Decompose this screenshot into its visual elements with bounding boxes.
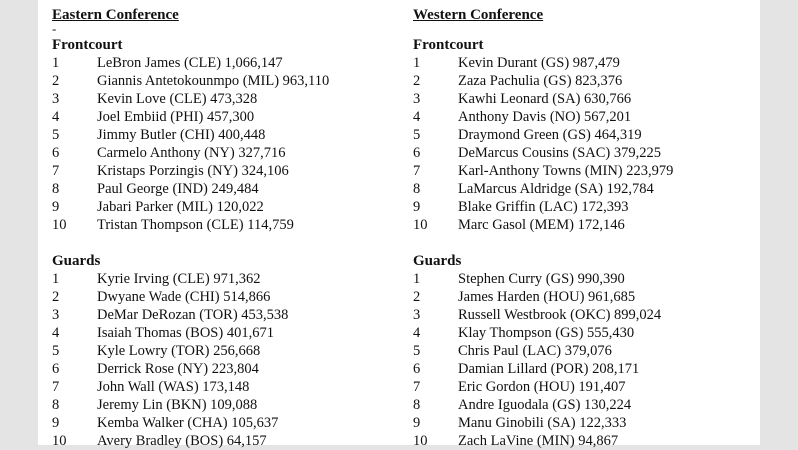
rank: 10: [52, 433, 67, 449]
rank: 5: [413, 127, 421, 143]
section-gap: [413, 234, 753, 250]
list-item: [413, 396, 753, 414]
rank: 1: [52, 55, 60, 71]
list-item: [413, 162, 753, 180]
document-page: [38, 0, 760, 449]
player-entry: Eric Gordon (HOU) 191,407: [458, 379, 626, 395]
rank: 5: [413, 343, 421, 359]
rank: 8: [52, 181, 60, 197]
rank: 5: [52, 343, 60, 359]
list-item: [413, 108, 753, 126]
list-item: [413, 54, 753, 72]
east-frontcourt-list: [52, 54, 392, 234]
eastern-conference-column: [52, 6, 392, 450]
player-entry: Giannis Antetokounmpo (MIL) 963,110: [97, 73, 330, 89]
player-entry: Kevin Love (CLE) 473,328: [97, 91, 258, 107]
east-guards-list: [52, 270, 392, 450]
list-item: [52, 342, 392, 360]
player-entry: Zach LaVine (MIN) 94,867: [458, 433, 619, 449]
player-entry: Klay Thompson (GS) 555,430: [458, 325, 635, 341]
east-frontcourt-heading: Frontcourt: [52, 37, 123, 53]
rank: 5: [52, 127, 60, 143]
rank: 8: [413, 397, 421, 413]
rank: 7: [413, 163, 421, 179]
player-entry: Jeremy Lin (BKN) 109,088: [97, 397, 258, 413]
list-item: [52, 180, 392, 198]
eastern-conference-title: Eastern Conference: [52, 7, 179, 23]
list-item: [52, 414, 392, 432]
rank: 7: [52, 379, 60, 395]
list-item: [413, 324, 753, 342]
rank: 2: [413, 289, 421, 305]
list-item: [413, 270, 753, 288]
rank: 10: [52, 217, 67, 233]
player-entry: Marc Gasol (MEM) 172,146: [458, 217, 625, 233]
player-entry: Kyle Lowry (TOR) 256,668: [97, 343, 261, 359]
player-entry: Dwyane Wade (CHI) 514,866: [97, 289, 271, 305]
player-entry: DeMarcus Cousins (SAC) 379,225: [458, 145, 661, 161]
rank: 4: [413, 325, 421, 341]
rank: 8: [413, 181, 421, 197]
player-entry: LaMarcus Aldridge (SA) 192,784: [458, 181, 654, 197]
list-item: [413, 288, 753, 306]
list-item: [52, 378, 392, 396]
rank: 3: [52, 307, 60, 323]
player-entry: Chris Paul (LAC) 379,076: [458, 343, 612, 359]
list-item: [52, 108, 392, 126]
player-entry: Kawhi Leonard (SA) 630,766: [458, 91, 632, 107]
player-entry: Jabari Parker (MIL) 120,022: [97, 199, 264, 215]
list-item: [52, 432, 392, 450]
list-item: [413, 90, 753, 108]
western-conference-title: Western Conference: [413, 7, 544, 23]
list-item: [52, 288, 392, 306]
list-item: [52, 162, 392, 180]
rank: 7: [413, 379, 421, 395]
list-item: [413, 180, 753, 198]
player-entry: Russell Westbrook (OKC) 899,024: [458, 307, 662, 323]
player-entry: Avery Bradley (BOS) 64,157: [97, 433, 267, 449]
list-item: [52, 324, 392, 342]
list-item: [413, 306, 753, 324]
player-entry: Kristaps Porzingis (NY) 324,106: [97, 163, 289, 179]
list-item: [52, 90, 392, 108]
list-item: [413, 414, 753, 432]
player-entry: Blake Griffin (LAC) 172,393: [458, 199, 629, 215]
rank: 9: [52, 415, 60, 431]
rank: 9: [52, 199, 60, 215]
player-entry: Kyrie Irving (CLE) 971,362: [97, 271, 261, 287]
west-frontcourt-list: [413, 54, 753, 234]
player-entry: LeBron James (CLE) 1,066,147: [97, 55, 283, 71]
player-entry: Manu Ginobili (SA) 122,333: [458, 415, 627, 431]
player-entry: Draymond Green (GS) 464,319: [458, 127, 642, 143]
rank: 2: [52, 289, 60, 305]
rank: 7: [52, 163, 60, 179]
list-item: [52, 396, 392, 414]
rank: 10: [413, 217, 428, 233]
rank: 3: [413, 91, 421, 107]
list-item: [413, 378, 753, 396]
list-item: [413, 432, 753, 450]
player-entry: Derrick Rose (NY) 223,804: [97, 361, 259, 377]
list-item: [413, 198, 753, 216]
title-marker: -: [52, 21, 57, 36]
player-entry: Zaza Pachulia (GS) 823,376: [458, 73, 623, 89]
rank: 4: [413, 109, 421, 125]
rank: 9: [413, 199, 421, 215]
player-entry: DeMar DeRozan (TOR) 453,538: [97, 307, 289, 323]
east-guards-heading: Guards: [52, 253, 101, 269]
player-entry: John Wall (WAS) 173,148: [97, 379, 250, 395]
player-entry: Karl-Anthony Towns (MIN) 223,979: [458, 163, 674, 179]
list-item: [413, 216, 753, 234]
list-item: [52, 270, 392, 288]
rank: 3: [52, 91, 60, 107]
western-conference-column: [413, 6, 753, 450]
rank: 2: [413, 73, 421, 89]
rank: 9: [413, 415, 421, 431]
list-item: [52, 126, 392, 144]
west-frontcourt-heading: Frontcourt: [413, 37, 484, 53]
rank: 4: [52, 325, 60, 341]
list-item: [52, 360, 392, 378]
rank: 1: [413, 55, 421, 71]
player-entry: Andre Iguodala (GS) 130,224: [458, 397, 632, 413]
player-entry: Kemba Walker (CHA) 105,637: [97, 415, 279, 431]
player-entry: Jimmy Butler (CHI) 400,448: [97, 127, 266, 143]
player-entry: Damian Lillard (POR) 208,171: [458, 361, 640, 377]
rank: 6: [52, 361, 60, 377]
player-entry: James Harden (HOU) 961,685: [458, 289, 636, 305]
list-item: [52, 306, 392, 324]
player-entry: Carmelo Anthony (NY) 327,716: [97, 145, 286, 161]
player-entry: Paul George (IND) 249,484: [97, 181, 259, 197]
list-item: [413, 342, 753, 360]
list-item: [413, 126, 753, 144]
rank: 8: [52, 397, 60, 413]
list-item: [413, 360, 753, 378]
player-entry: Kevin Durant (GS) 987,479: [458, 55, 620, 71]
rank: 6: [413, 145, 421, 161]
rank: 6: [413, 361, 421, 377]
west-guards-list: [413, 270, 753, 450]
rank: 10: [413, 433, 428, 449]
rank: 3: [413, 307, 421, 323]
section-gap: [52, 234, 392, 250]
list-item: [52, 54, 392, 72]
player-entry: Isaiah Thomas (BOS) 401,671: [97, 325, 274, 341]
rank: 1: [413, 271, 421, 287]
player-entry: Tristan Thompson (CLE) 114,759: [97, 217, 294, 233]
list-item: [52, 72, 392, 90]
list-item: [52, 144, 392, 162]
list-item: [52, 198, 392, 216]
list-item: [413, 72, 753, 90]
rank: 1: [52, 271, 60, 287]
player-entry: Stephen Curry (GS) 990,390: [458, 271, 625, 287]
rank: 2: [52, 73, 60, 89]
list-item: [413, 144, 753, 162]
player-entry: Anthony Davis (NO) 567,201: [458, 109, 632, 125]
rank: 6: [52, 145, 60, 161]
rank: 4: [52, 109, 60, 125]
west-guards-heading: Guards: [413, 253, 462, 269]
player-entry: Joel Embiid (PHI) 457,300: [97, 109, 255, 125]
list-item: [52, 216, 392, 234]
